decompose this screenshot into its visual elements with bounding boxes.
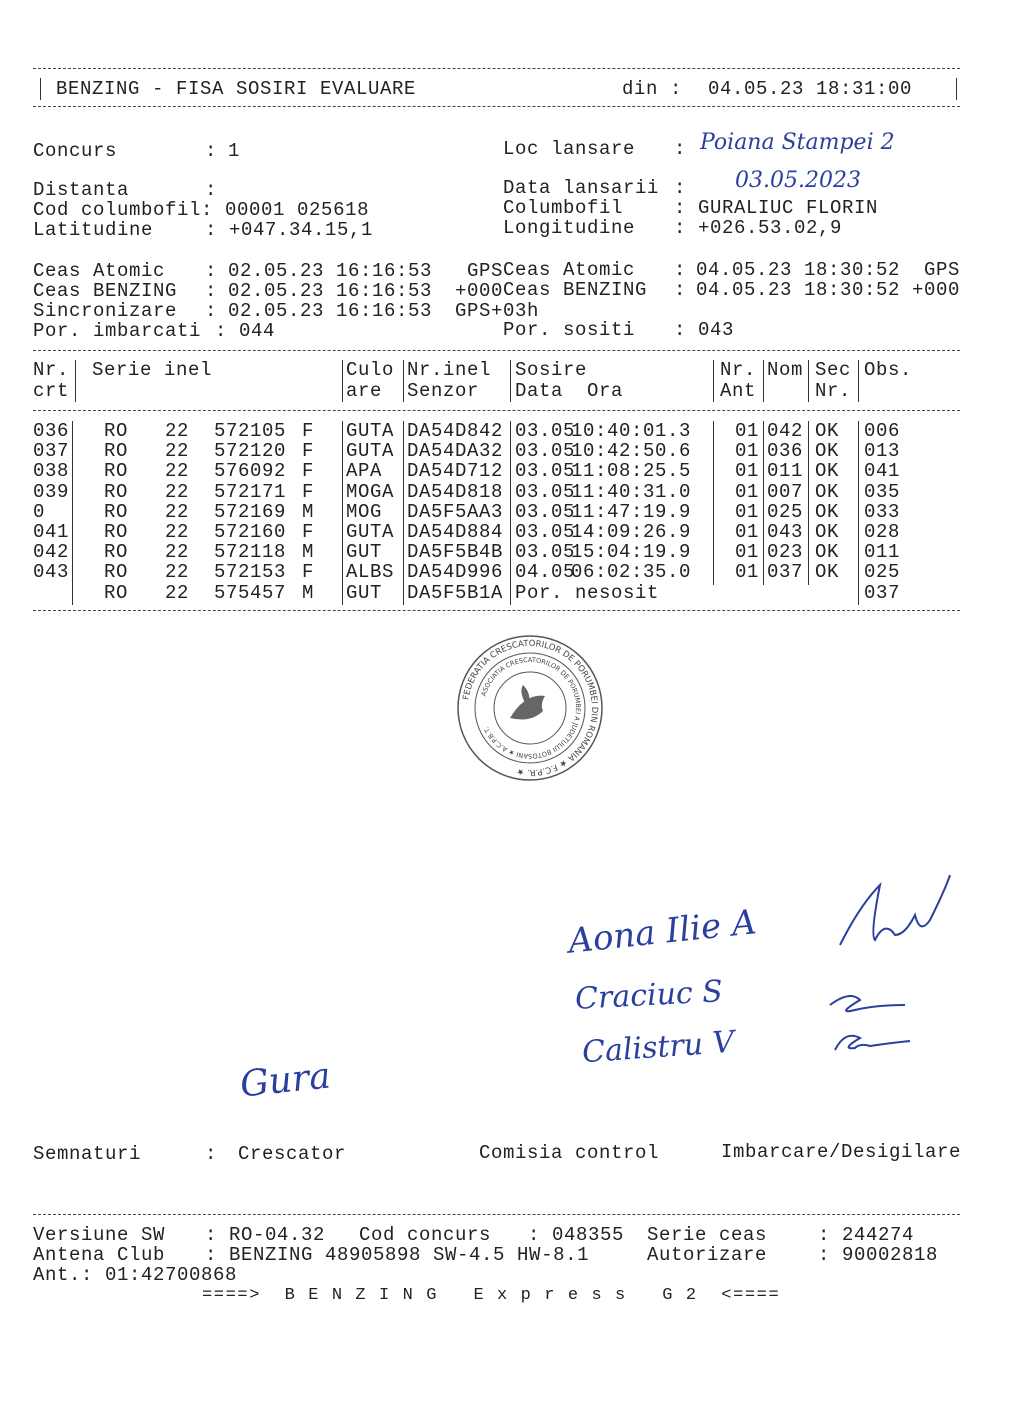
th-serie-inel: Serie inel [92,359,213,381]
cell-an: 22 [165,440,190,463]
cell-sex: F [301,521,314,543]
association-stamp [455,633,605,783]
cell-obs: 035 [864,480,901,503]
crescator-label: Crescator [238,1143,347,1165]
cell-senzor: DA5F5B1A [407,581,504,604]
cell-sex: F [301,480,314,503]
cell-obs: 013 [864,440,901,463]
comisia-label: Comisia control [479,1142,660,1164]
cell-nom: 023 [767,541,804,564]
th-data-ora: Data Ora [515,380,624,402]
dove-icon [510,685,545,719]
cell-senzor: DA54D818 [407,480,504,503]
clock-suffix: +000 [911,279,960,301]
th-nr-ant: Nr. [720,359,757,381]
cell-data: 03.05 [515,420,576,442]
cell-culoare: GUTA [346,521,395,543]
colon: : [205,300,218,322]
cell-an: 22 [165,420,190,442]
cell-an: 22 [165,500,190,523]
cell-sec: OK [815,460,840,483]
cell-data: 03.05 [515,541,576,564]
th-culoare: Culo [346,359,395,381]
cell-sex: F [301,440,314,463]
colon: : [674,138,687,160]
concurs-value: 1 [228,140,241,162]
cell-obs: 011 [864,541,901,564]
clock-value: 02.05.23 16:16:53 [228,280,433,302]
document-title: BENZING - FISA SOSIRI EVALUARE [56,78,417,100]
print-datetime: 04.05.23 18:31:00 [708,78,913,100]
th-obs: Obs. [864,359,913,381]
column-divider [342,421,343,605]
cell-nr: 0 [33,500,46,523]
cell-sex: M [301,581,314,604]
clock-value: 04.05.23 18:30:52 [696,279,901,301]
cell-ant: 01 [735,500,760,523]
cell-ant: 01 [735,521,760,543]
clock-label: Ceas BENZING [503,279,648,301]
latitudine-label: Latitudine [33,219,154,241]
cell-ora: 06:02:35.0 [571,561,692,584]
columbofil-field: : GURALIUC FLORIN [674,197,879,219]
imbarcare-label: Imbarcare/Desigilare [721,1141,962,1163]
cell-nr: 037 [33,440,70,463]
cell-tara: RO [104,500,129,523]
cell-senzor: DA54DA32 [407,440,504,463]
cell-data: 03.05 [515,480,576,503]
concurs-label: Concurs [33,140,118,162]
clock-suffix: +000 [454,280,503,302]
cell-inel: 576092 [214,460,287,483]
column-divider [713,421,714,585]
cell-culoare: GUTA [346,440,395,463]
clock-suffix: GPS+03h [455,300,540,322]
clock-label: Ceas BENZING [33,280,178,302]
cell-nom: 042 [767,420,804,442]
cell-data: Por. nesosit [515,581,660,604]
longitudine-label: Longitudine [503,217,636,239]
clock-label: Sincronizare [33,300,178,322]
cell-an: 22 [165,480,190,503]
data-lansarii-label: Data lansarii [503,177,660,199]
commission-signature-3: Calistru V [580,1024,736,1071]
latitudine-value: +047.34.15,1 [229,219,374,241]
cod-columbofil-label: Cod columbofil: 00001 025618 [33,199,370,221]
antena-value: BENZING 48905898 SW-4.5 HW-8.1 [229,1244,590,1266]
cell-sex: F [301,420,314,442]
colon: : [205,140,218,162]
cod-concurs-label: Cod concurs [359,1224,492,1246]
colon: : [674,279,687,301]
divider [33,68,960,69]
autorizare-value: 90002818 [842,1244,939,1266]
cell-tara: RO [104,480,129,503]
column-divider [713,360,714,402]
autorizare-label: Autorizare [647,1244,768,1266]
column-divider [510,421,511,605]
divider [33,106,960,107]
commission-signature-2: Craciuc S [574,974,724,1017]
versiune-value: RO-04.32 [229,1224,326,1246]
colon: : [674,259,687,281]
cell-culoare: MOGA [346,480,395,503]
cell-ora: 11:40:31.0 [571,480,692,503]
cod-columbofil-value: 00001 025618 [225,199,370,221]
divider [33,610,960,611]
sositi-label: Por. sositi [503,319,636,341]
cell-culoare: GUT [346,581,383,604]
cell-sec: OK [815,480,840,503]
colon: : [205,179,218,201]
cell-nom: 011 [767,460,804,483]
header-border-left [40,78,41,100]
longitudine-field: : +026.53.02,9 [674,217,843,239]
cell-sec: OK [815,420,840,442]
column-divider [808,421,809,585]
cell-nom: 043 [767,521,804,543]
column-divider [342,360,343,402]
imbarcati-label: Por. imbarcati [33,320,202,342]
th-nom: Nom [767,359,804,381]
cell-senzor: DA54D712 [407,460,504,483]
cell-obs: 041 [864,460,901,483]
cell-obs: 025 [864,561,901,584]
th-sosire: Sosire [515,359,588,381]
cell-inel: 572169 [214,500,287,523]
column-divider [763,360,764,402]
cell-ora: 15:04:19.9 [571,541,692,564]
cell-obs: 037 [864,581,901,604]
th-nr-inel: Nr.inel [407,359,492,381]
cell-ora: 14:09:26.9 [571,521,692,543]
divider [33,350,960,351]
cell-sec: OK [815,521,840,543]
clock-label: Ceas Atomic [33,260,166,282]
cell-nr: 039 [33,480,70,503]
svg-text:FEDERATIA CRESCATORILOR DE POR: FEDERATIA CRESCATORILOR DE PORUMBEI DIN ROMANIA ★ F.C.P.R. ★ [461,638,600,778]
cell-ant: 01 [735,480,760,503]
semnaturi-label: Semnaturi [33,1143,142,1165]
antena-label: Antena Club [33,1244,166,1266]
serie-ceas-value: 244274 [842,1224,915,1246]
th-sec-nr: Nr. [815,380,852,402]
colon: : [205,280,218,302]
cell-obs: 006 [864,420,901,442]
sositi-field: : 043 [674,319,735,341]
cell-ant: 01 [735,460,760,483]
cell-tara: RO [104,460,129,483]
cell-ant: 01 [735,420,760,442]
cell-ora: 10:42:50.6 [571,440,692,463]
cell-ant: 01 [735,440,760,463]
cell-obs: 028 [864,521,901,543]
cell-ant: 01 [735,541,760,564]
cell-tara: RO [104,541,129,564]
cod-concurs-value: 048355 [552,1224,625,1246]
column-divider [763,421,764,585]
cod-concurs-field: : 048355 [528,1224,625,1246]
cell-senzor: DA54D842 [407,420,504,442]
th-senzor: Senzor [407,380,480,402]
loc-lansare-handwritten: Poiana Stampei 2 [700,130,895,155]
cell-culoare: GUT [346,541,383,564]
antena-field: : BENZING 48905898 SW-4.5 HW-8.1 [205,1244,590,1266]
th-nr: Nr. [33,359,70,381]
versiune-label: Versiune SW [33,1224,166,1246]
cell-nr: 042 [33,541,70,564]
cell-nr: 043 [33,561,70,584]
colon: : [205,260,218,282]
cell-culoare: MOG [346,500,383,523]
imbarcati-value: 044 [239,320,276,342]
th-crt: crt [33,380,70,402]
clock-suffix: GPS [466,260,503,282]
cell-nom: 007 [767,480,804,503]
cell-tara: RO [104,420,129,442]
cell-sec: OK [815,541,840,564]
data-lansarii-handwritten: 03.05.2023 [735,168,861,193]
cell-ant: 01 [735,561,760,584]
colon: : [205,1143,218,1165]
loc-lansare-label: Loc lansare [503,138,636,160]
breeder-signature: Gura [238,1055,333,1106]
colon: : [674,177,687,199]
serie-ceas-field: : 244274 [818,1224,915,1246]
cell-nom: 036 [767,440,804,463]
cell-nr: 038 [33,460,70,483]
columbofil-label: Columbofil [503,197,624,219]
column-divider [75,360,76,402]
cell-inel: 575457 [214,581,287,604]
cell-obs: 033 [864,500,901,523]
brand-line: ====> B E N Z I N G E x p r e s s G 2 <==== [202,1286,781,1305]
cell-senzor: DA5F5B4B [407,541,504,564]
antenna-id: Ant.: 01:42700868 [33,1264,238,1286]
cell-inel: 572171 [214,480,287,503]
clock-value: 04.05.23 18:30:52 [696,259,901,281]
cell-an: 22 [165,561,190,584]
distanta-label: Distanta [33,179,130,201]
cell-inel: 572153 [214,561,287,584]
cell-inel: 572120 [214,440,287,463]
cell-inel: 572160 [214,521,287,543]
cell-nr: 036 [33,420,70,442]
cell-data: 03.05 [515,460,576,483]
cell-sec: OK [815,561,840,584]
cell-senzor: DA54D996 [407,561,504,584]
cell-inel: 572118 [214,541,287,564]
divider [33,1214,960,1215]
cell-sex: F [301,460,314,483]
cell-data: 04.05 [515,561,576,584]
cell-an: 22 [165,521,190,543]
clock-suffix: GPS [923,259,960,281]
cell-ora: 10:40:01.3 [571,420,692,442]
cell-nom: 025 [767,500,804,523]
cell-tara: RO [104,561,129,584]
column-divider [808,360,809,402]
column-divider [858,421,859,605]
cell-nr: 041 [33,521,70,543]
cell-tara: RO [104,440,129,463]
cod-label-text: Cod columbofil [33,199,202,221]
cell-sex: M [301,500,314,523]
versiune-field: : RO-04.32 [205,1224,326,1246]
date-label: din : [622,78,683,100]
cell-data: 03.05 [515,521,576,543]
cell-data: 03.05 [515,440,576,463]
cell-ora: 11:08:25.5 [571,460,692,483]
serie-ceas-label: Serie ceas [647,1224,768,1246]
column-divider [510,360,511,402]
column-divider [403,360,404,402]
th-ant: Ant [720,380,757,402]
cell-sec: OK [815,440,840,463]
cell-culoare: APA [346,460,383,483]
imbarcati-field: : 044 [215,320,276,342]
longitudine-value: +026.53.02,9 [698,217,843,239]
cell-an: 22 [165,581,190,604]
divider [33,410,960,411]
th-culoare-2: are [346,380,383,402]
th-sec: Sec [815,359,852,381]
commission-initials [820,875,960,1065]
clock-label: Ceas Atomic [503,259,636,281]
autorizare-field: : 90002818 [818,1244,939,1266]
cell-an: 22 [165,460,190,483]
cell-data: 03.05 [515,500,576,523]
cell-an: 22 [165,541,190,564]
commission-signature-1: Aona Ilie A [566,902,759,962]
column-divider [858,360,859,402]
cell-senzor: DA54D884 [407,521,504,543]
cell-ora: 11:47:19.9 [571,500,692,523]
cell-tara: RO [104,521,129,543]
cell-sec: OK [815,500,840,523]
cell-nom: 037 [767,561,804,584]
column-divider [403,421,404,605]
header-border-right [956,78,957,100]
sositi-value: 043 [698,319,735,341]
svg-text:ASOCIATIA CRESCATORILOR DE POR: ASOCIATIA CRESCATORILOR DE PORUMBEI A JUDETULUI BOTOSANI ★ A.C.P.B.T. [479,655,583,761]
cell-senzor: DA5F5AA3 [407,500,504,523]
cell-culoare: GUTA [346,420,395,442]
column-divider [72,421,73,605]
cell-tara: RO [104,581,129,604]
columbofil-value: GURALIUC FLORIN [698,197,879,219]
cell-inel: 572105 [214,420,287,442]
cell-sex: F [301,561,314,584]
clock-value: 02.05.23 16:16:53 [228,260,433,282]
cell-culoare: ALBS [346,561,395,584]
latitudine-field: : +047.34.15,1 [205,219,374,241]
cell-sex: M [301,541,314,564]
clock-value: 02.05.23 16:16:53 [228,300,433,322]
